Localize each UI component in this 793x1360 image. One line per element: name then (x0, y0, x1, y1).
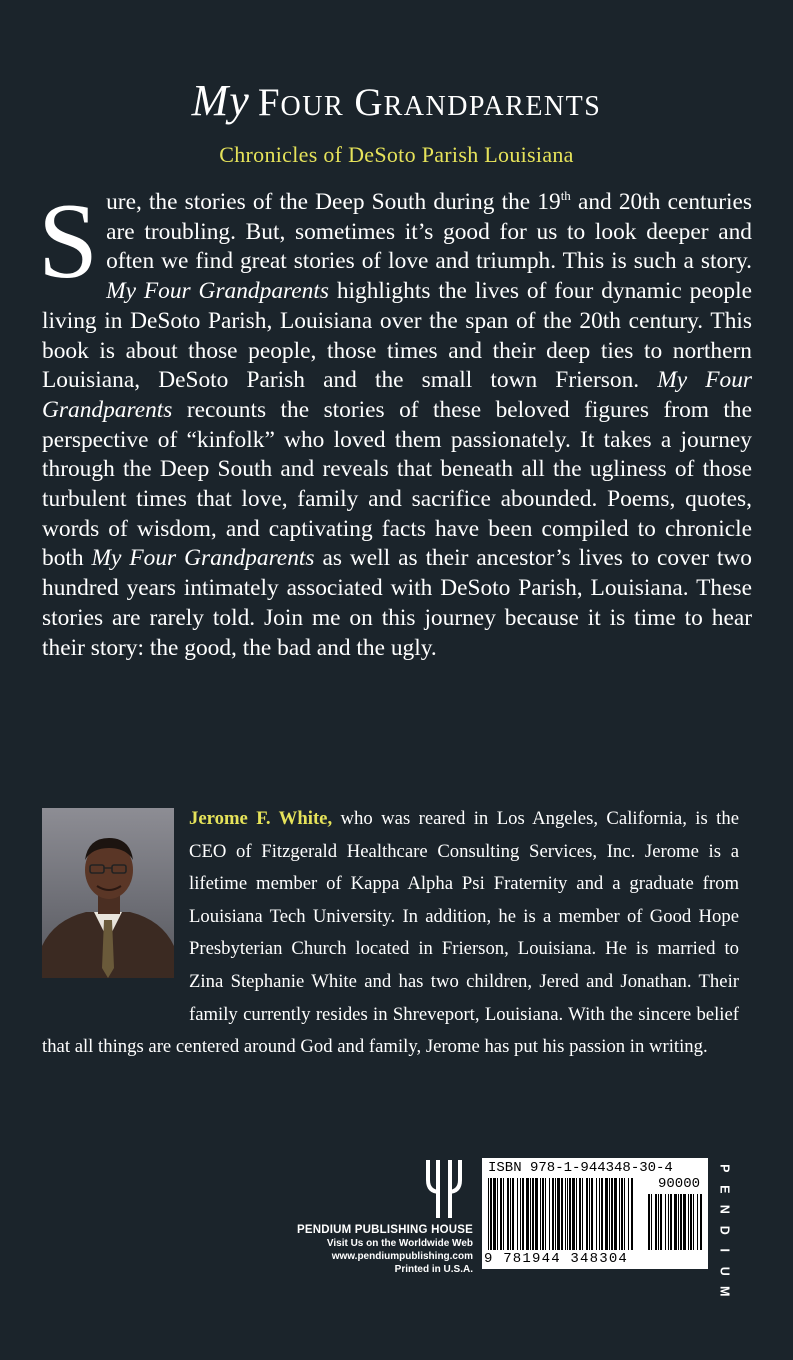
description-text-2: and 20th centuries are troubling. But, sometimes it’s good for us to look deeper and often we find great stories of love and triumph. This is such a story. (106, 189, 752, 275)
author-bio (42, 803, 739, 1064)
title-my: My (191, 76, 250, 125)
author-name: Jerome F. White, (189, 808, 333, 829)
description-text-5: as well as their ancestor’s lives to cover two hundred years intimately associated with DeSoto Parish, Louisiana. These stories are rarely told. Join me on this journey because it is time to hear their story: the good, the bad and the ugly. (42, 545, 753, 661)
spine-letter: D (717, 1225, 732, 1235)
book-title (0, 74, 793, 134)
drop-cap: S (38, 182, 99, 301)
spine-publisher-mark (714, 1158, 734, 1302)
title-rest-four: OUR (280, 91, 345, 122)
description-superscript: th (560, 188, 571, 204)
title-rest-grandparents: RANDPARENTS (383, 91, 602, 122)
isbn-digits: 9 781944 348304 (484, 1251, 629, 1267)
spine-letter: U (717, 1266, 732, 1276)
spine-letter: E (717, 1184, 732, 1193)
description-text-3: highlights the lives of four dynamic people living in DeSoto Parish, Louisiana over the span of the 20th century. This book is about those people, those times and their deep ties to northern Louisiana, DeSoto Parish and the small town Frierson. (42, 278, 752, 394)
title-initial-four: F (257, 81, 281, 124)
publisher-logo-icon (424, 1158, 464, 1225)
description-book-title-1: My Four Grandparents (106, 278, 329, 305)
description-book-title-3: My Four Grandparents (91, 545, 315, 572)
price-code: 90000 (657, 1176, 700, 1192)
publisher-name: PENDIUM PUBLISHING HOUSE (296, 1224, 473, 1236)
book-subtitle: Chronicles of DeSoto Parish Louisiana (219, 142, 574, 167)
description-text-4: recounts the stories of these beloved figures from the perspective of “kinfolk” who loved them passionately. It takes a journey through the Deep South and reveals that beneath all the ugliness of those turbulent times that love, family and sacrifice abounded. Poems, quotes, words of wisdom, and captivating facts have been compiled to chronicle both (42, 396, 752, 572)
description-text-1: ure, the stories of the Deep South during the 19 (106, 189, 561, 215)
description-book-title-2: My Four Grandparents (42, 367, 752, 423)
spine-letter: P (717, 1164, 732, 1173)
isbn-text: ISBN 978-1-944348-30-4 (488, 1160, 673, 1176)
spine-letter: M (717, 1286, 732, 1297)
publisher-tagline: Visit Us on the Worldwide Web (326, 1238, 473, 1249)
spine-letter: I (717, 1248, 732, 1252)
book-description (38, 182, 753, 663)
publisher-info (263, 1223, 473, 1276)
isbn-barcode (482, 1158, 708, 1269)
title-initial-grandparents: G (354, 81, 384, 124)
author-bio-text: who was reared in Los Angeles, California, is the CEO of Fitzgerald Healthcare Consulting Services, Inc. Jerome is a lifetime member of Kappa Alpha Psi Fraternity and a graduate from Louisiana Tech University. In addition, he is a member of Good Hope Presbyterian Church located in Frierson, Louisiana. He is married to Zina Stephanie White and has two children, Jered and Jonathan. Their family currently resides in Shreveport, Louisiana. With the sincere belief that all things are centered around God and family, Jerome has put his passion in writing. (42, 808, 740, 1058)
publisher-printed: Printed in U.S.A. (394, 1264, 473, 1275)
publisher-website: www.pendiumpublishing.com (331, 1251, 473, 1262)
spine-letter: N (717, 1204, 732, 1214)
